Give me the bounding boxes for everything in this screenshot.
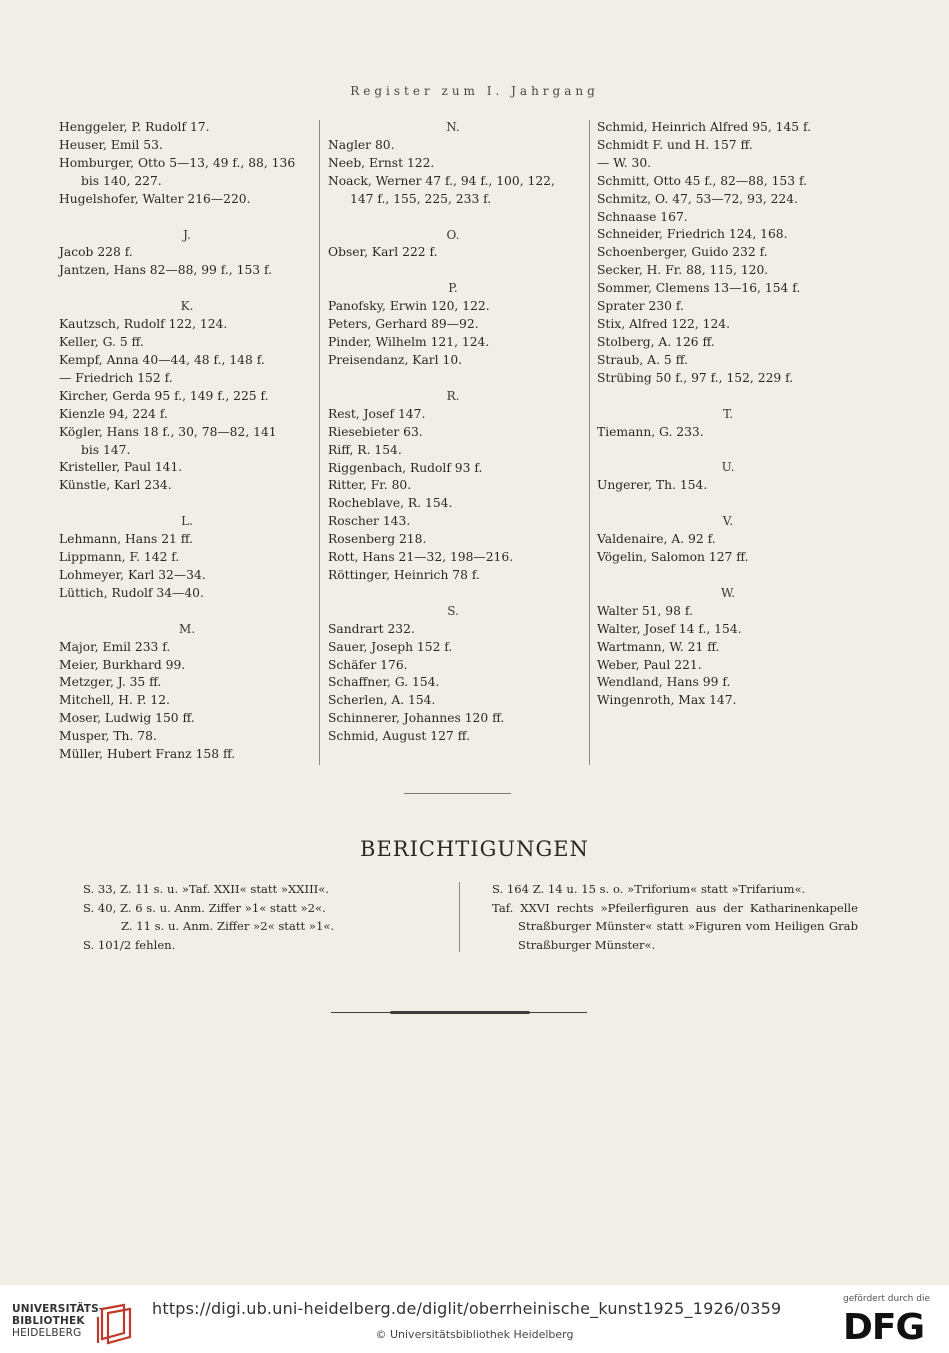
register-entry: Scherlen, A. 154.: [328, 693, 436, 708]
copyright-notice: © Universitätsbibliothek Heidelberg: [375, 1328, 574, 1341]
register-entry: Lehmann, Hans 21 ff.: [59, 532, 193, 547]
section-gap: [597, 388, 859, 406]
register-entry: Kienzle 94, 224 f.: [59, 406, 168, 421]
register-entry: Ungerer, Th. 154.: [597, 478, 708, 493]
register-entry: Strübing 50 f., 97 f., 152, 229 f.: [597, 370, 794, 385]
register-entry: Künstle, Karl 234.: [59, 478, 172, 493]
column-divider: [319, 120, 320, 765]
register-entry: Rocheblave, R. 154.: [328, 496, 453, 511]
section-letter: J.: [183, 227, 191, 242]
section-gap: [597, 567, 859, 585]
register-entry: Lohmeyer, Karl 32—34.: [59, 567, 206, 582]
register-entry: Schmid, August 127 ff.: [328, 729, 470, 744]
register-entry-continuation: bis 140, 227.: [81, 173, 162, 188]
corrections-divider: [459, 882, 460, 952]
register-entry: Secker, H. Fr. 88, 115, 120.: [597, 263, 769, 278]
register-entry: Schmidt F. und H. 157 ff.: [597, 137, 753, 152]
section-letter: N.: [446, 120, 460, 134]
register-entry: Riff, R. 154.: [328, 442, 402, 457]
register-entry: Kristeller, Paul 141.: [59, 460, 183, 475]
correction-line: Z. 11 s. u. Anm. Ziffer »2« statt »1«.: [121, 919, 335, 934]
register-entry: Henggeler, P. Rudolf 17.: [59, 120, 210, 134]
dfg-logo-text: DFG: [843, 1307, 925, 1343]
register-entry: — W. 30.: [597, 155, 652, 170]
register-entry: Valdenaire, A. 92 f.: [597, 532, 716, 547]
register-entry: Riggenbach, Rudolf 93 f.: [328, 460, 483, 475]
running-head: Register zum I. Jahrgang: [350, 84, 599, 98]
register-entry: Sommer, Clemens 13—16, 154 f.: [597, 281, 801, 296]
register-entry: Lüttich, Rudolf 34—40.: [59, 585, 204, 600]
dfg-logo[interactable]: [843, 1307, 937, 1343]
section-gap: [59, 603, 315, 621]
register-entry: Roscher 143.: [328, 514, 411, 529]
register-entry: Rott, Hans 21—32, 198—216.: [328, 550, 514, 565]
section-gap: [59, 209, 315, 227]
funding-label: gefördert durch die: [843, 1294, 930, 1304]
register-entry: Schinnerer, Johannes 120 ff.: [328, 711, 505, 726]
register-entry: Schneider, Friedrich 124, 168.: [597, 227, 788, 242]
register-entry-continuation: bis 147.: [81, 442, 131, 457]
permalink-url[interactable]: https://digi.ub.uni-heidelberg.de/diglit/oberrheinische_kunst1925_1926/0359: [152, 1299, 782, 1318]
section-letter: M.: [178, 621, 196, 636]
section-letter: V.: [722, 514, 734, 529]
register-entry: Heuser, Emil 53.: [59, 137, 163, 152]
register-entry: Schmitt, Otto 45 f., 82—88, 153 f.: [597, 173, 808, 188]
register-entry: Major, Emil 233 f.: [59, 639, 171, 654]
register-entry: Wendland, Hans 99 f.: [597, 675, 731, 690]
register-entry: Kempf, Anna 40—44, 48 f., 148 f.: [59, 352, 265, 367]
register-entry: Noack, Werner 47 f., 94 f., 100, 122,: [328, 173, 555, 188]
register-entry: Panofsky, Erwin 120, 122.: [328, 299, 490, 314]
register-entry: Rosenberg 218.: [328, 532, 427, 547]
register-entry: Moser, Ludwig 150 ff.: [59, 711, 195, 726]
section-gap: [59, 495, 315, 513]
register-entry: Neeb, Ernst 122.: [328, 155, 435, 170]
register-entry: Peters, Gerhard 89—92.: [328, 317, 479, 332]
section-letter: L.: [181, 514, 193, 529]
column-divider: [589, 120, 590, 765]
section-gap: [328, 370, 578, 388]
register-entry: Riesebieter 63.: [328, 424, 423, 439]
register-entry: Straub, A. 5 ff.: [597, 352, 688, 367]
register-entry: Musper, Th. 78.: [59, 729, 157, 744]
section-gap: [59, 280, 315, 298]
register-entry: — Friedrich 152 f.: [59, 370, 173, 385]
register-entry: Keller, G. 5 ff.: [59, 335, 144, 350]
register-entry: Pinder, Wilhelm 121, 124.: [328, 335, 490, 350]
register-entry: Röttinger, Heinrich 78 f.: [328, 567, 480, 582]
register-entry: Weber, Paul 221.: [597, 657, 702, 672]
section-divider-rule: [404, 793, 511, 794]
register-entry-continuation: 147 f., 155, 225, 233 f.: [350, 191, 492, 206]
register-entry: Metzger, J. 35 ff.: [59, 675, 162, 690]
register-entry: Schaffner, G. 154.: [328, 675, 440, 690]
digitization-footer: [0, 1285, 949, 1353]
register-entry: Schmitz, O. 47, 53—72, 93, 224.: [597, 191, 798, 206]
register-entry: Sandrart 232.: [328, 621, 415, 636]
register-entry: Tiemann, G. 233.: [597, 424, 704, 439]
register-entry: Stix, Alfred 122, 124.: [597, 316, 731, 331]
section-gap: [597, 441, 859, 459]
corrections-right-column: [492, 880, 858, 954]
register-entry: Walter 51, 98 f.: [597, 603, 693, 618]
correction-line: S. 164 Z. 14 u. 15 s. o. »Triforium« statt »Trifarium«.: [492, 882, 806, 896]
end-ornament-swell: [390, 1011, 530, 1014]
register-entry: Schnaase 167.: [597, 209, 688, 224]
section-letter: S.: [447, 603, 459, 618]
section-letter: K.: [180, 299, 194, 314]
register-entry: Schmid, Heinrich Alfred 95, 145 f.: [597, 120, 812, 134]
section-gap: [328, 262, 578, 280]
register-entry: Obser, Karl 222 f.: [328, 245, 438, 260]
register-column-2: [328, 119, 578, 746]
section-letter: W.: [720, 585, 736, 600]
correction-line: S. 101/2 fehlen.: [83, 937, 176, 952]
register-entry: Walter, Josef 14 f., 154.: [597, 621, 742, 636]
correction-line: S. 33, Z. 11 s. u. »Taf. XXII« statt »XXIII«.: [83, 882, 330, 896]
register-entry: Jantzen, Hans 82—88, 99 f., 153 f.: [59, 263, 273, 278]
section-letter: O.: [446, 227, 460, 242]
library-name-line3: HEIDELBERG: [12, 1327, 82, 1339]
library-name-line2: BIBLIOTHEK: [12, 1315, 85, 1327]
section-letter: U.: [721, 460, 735, 475]
register-entry: Sprater 230 f.: [597, 299, 684, 314]
register-entry: Preisendanz, Karl 10.: [328, 352, 463, 367]
section-letter: R.: [446, 388, 460, 403]
correction-line: Taf. XXVI rechts »Pfeilerfiguren aus der Katharinenkapelle Straßburger Münster« statt »Figuren vom Heiligen Grab Straßburger Münster«.: [492, 900, 858, 952]
register-entry: Jacob 228 f.: [59, 245, 133, 260]
correction-line: S. 40, Z. 6 s. u. Anm. Ziffer »1« statt »2«.: [83, 900, 326, 915]
register-entry: Rest, Josef 147.: [328, 406, 426, 421]
section-gap: [328, 209, 578, 227]
register-entry: Vögelin, Salomon 127 ff.: [597, 550, 749, 565]
register-entry: Kautzsch, Rudolf 122, 124.: [59, 317, 228, 332]
library-name-line1: UNIVERSITÄTS-: [12, 1303, 104, 1315]
register-column-3: [597, 119, 859, 710]
register-entry: Sauer, Joseph 152 f.: [328, 639, 453, 654]
section-letter: T.: [722, 406, 734, 421]
register-entry: Schäfer 176.: [328, 657, 408, 672]
register-column-1: [59, 119, 315, 764]
register-entry: Wingenroth, Max 147.: [597, 693, 737, 708]
register-entry: Kircher, Gerda 95 f., 149 f., 225 f.: [59, 388, 269, 403]
register-entry: Nagler 80.: [328, 137, 395, 152]
register-entry: Meier, Burkhard 99.: [59, 657, 186, 672]
register-entry: Schoenberger, Guido 232 f.: [597, 245, 768, 260]
corrections-title: BERICHTIGUNGEN: [360, 837, 589, 861]
register-entry: Müller, Hubert Franz 158 ff.: [59, 747, 236, 762]
register-entry: Homburger, Otto 5—13, 49 f., 88, 136: [59, 155, 296, 170]
corrections-left-column: [83, 880, 443, 954]
register-entry: Ritter, Fr. 80.: [328, 478, 412, 493]
register-entry: Lippmann, F. 142 f.: [59, 550, 180, 565]
register-entry: Wartmann, W. 21 ff.: [597, 639, 720, 654]
section-gap: [328, 585, 578, 603]
register-entry: Mitchell, H. P. 12.: [59, 693, 170, 708]
register-entry: Hugelshofer, Walter 216—220.: [59, 191, 251, 206]
register-entry: Stolberg, A. 126 ff.: [597, 334, 715, 349]
section-gap: [597, 495, 859, 513]
register-entry: Kögler, Hans 18 f., 30, 78—82, 141: [59, 424, 277, 439]
section-letter: P.: [448, 281, 458, 296]
